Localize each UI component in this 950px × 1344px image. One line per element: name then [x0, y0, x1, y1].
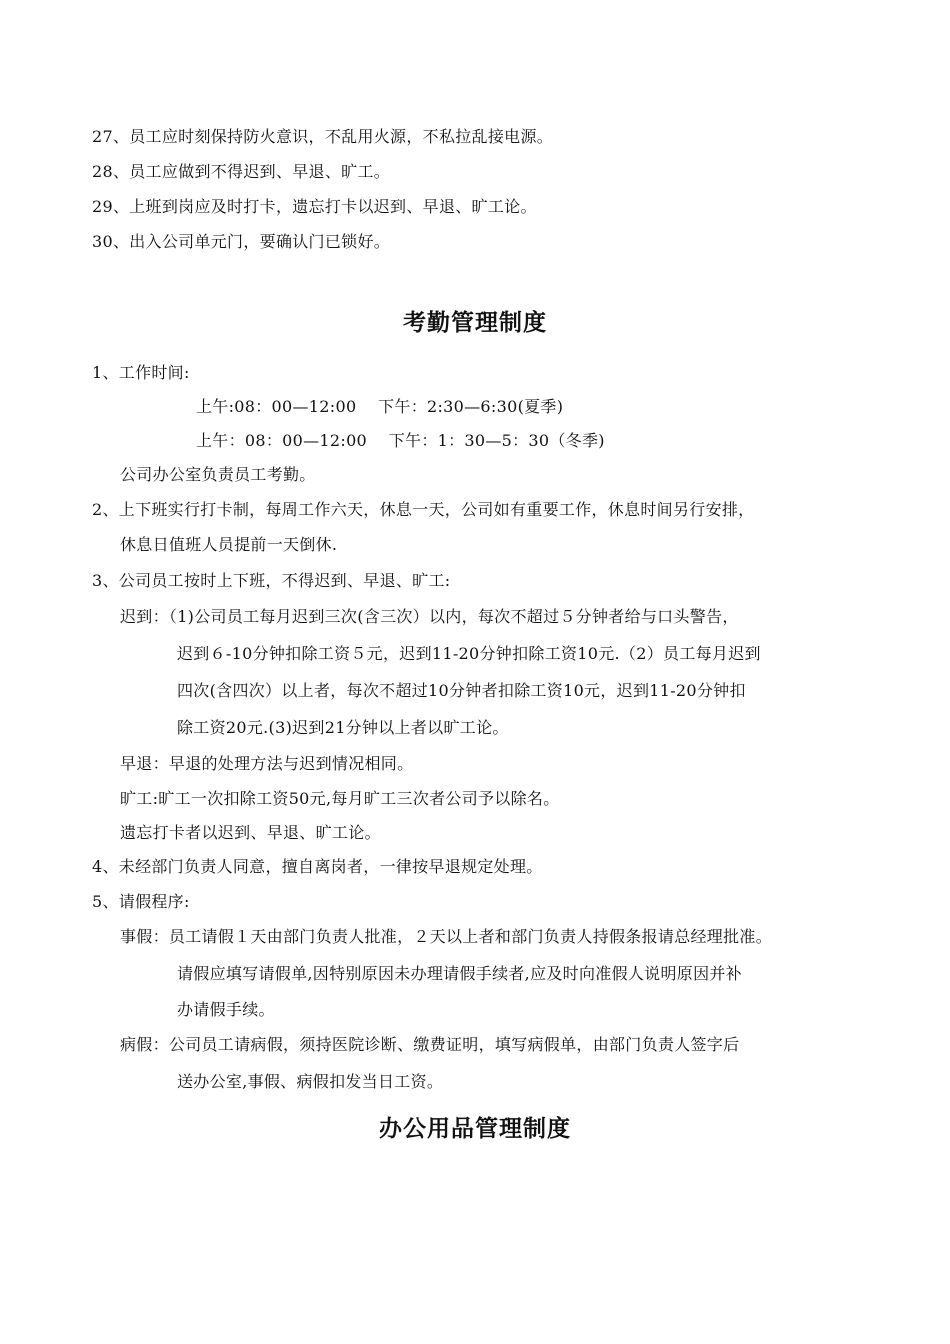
missed-clock-rule: 遗忘打卡者以迟到、早退、旷工论。 [120, 823, 381, 842]
rule-item-29: 29、上班到岗应及时打卡，遗忘打卡以迟到、早退、旷工论。 [92, 197, 537, 216]
sick-leave-line-2: 送办公室,事假、病假扣发当日工资。 [177, 1072, 444, 1091]
rule-item-28: 28、员工应做到不得迟到、早退、旷工。 [92, 162, 391, 181]
attendance-responsibility: 公司办公室负责员工考勤。 [120, 465, 316, 484]
early-leave-rule: 早退：早退的处理方法与迟到情况相同。 [120, 754, 414, 773]
rule-item-27: 27、员工应时刻保持防火意识，不乱用火源，不私拉乱接电源。 [92, 127, 554, 146]
late-rule-line-3: 四次(含四次）以上者，每次不超过10分钟者扣除工资10元，迟到11-20分钟扣 [177, 681, 746, 700]
absence-rule: 旷工:旷工一次扣除工资50元,每月旷工三次者公司予以除名。 [120, 789, 560, 808]
office-supplies-section-title: 办公用品管理制度 [379, 1116, 571, 1142]
personal-leave-line-3: 办请假手续。 [177, 1000, 275, 1019]
attendance-section-title: 考勤管理制度 [403, 310, 547, 336]
rule-item-30: 30、出入公司单元门，要确认门已锁好。 [92, 232, 391, 251]
late-rule-line-1: 迟到：（1)公司员工每月迟到三次(含三次）以内，每次不超过５分钟者给与口头警告， [120, 607, 739, 626]
punctuality-rule-heading: 3、公司员工按时上下班，不得迟到、早退、旷工: [92, 571, 451, 590]
clock-in-rule-line-2: 休息日值班人员提前一天倒休. [120, 535, 338, 554]
late-rule-line-2: 迟到６-10分钟扣除工资５元，迟到11-20分钟扣除工资10元.（2）员工每月迟到 [177, 644, 761, 663]
personal-leave-line-1: 事假：员工请假１天由部门负责人批准，２天以上者和部门负责人持假条报请总经理批准。 [120, 927, 773, 946]
late-rule-line-4: 除工资20元.(3)迟到21分钟以上者以旷工论。 [177, 718, 509, 737]
sick-leave-line-1: 病假：公司员工请病假，须持医院诊断、缴费证明，填写病假单，由部门负责人签字后 [120, 1035, 740, 1054]
work-hours-heading: 1、工作时间: [92, 363, 190, 382]
personal-leave-line-2: 请假应填写请假单,因特别原因未办理请假手续者,应及时向准假人说明原因并补 [177, 964, 742, 983]
clock-in-rule-line-1: 2、上下班实行打卡制，每周工作六天，休息一天，公司如有重要工作，休息时间另行安排， [92, 500, 755, 519]
summer-hours: 上午:08：00—12:00 下午：2:30—6:30(夏季) [196, 397, 564, 416]
unauthorized-leave-rule: 4、未经部门负责人同意，擅自离岗者，一律按早退规定处理。 [92, 857, 543, 876]
leave-procedure-heading: 5、请假程序: [92, 892, 190, 911]
winter-hours: 上午：08：00—12:00 下午：1：30—5：30（冬季) [196, 431, 605, 450]
